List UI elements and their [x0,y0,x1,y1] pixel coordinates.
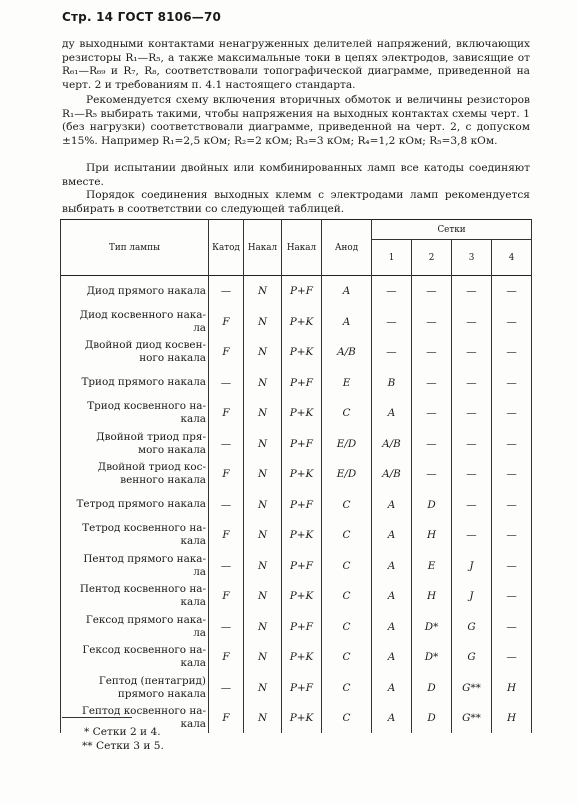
anode-cell: C [322,398,372,428]
table-row [61,428,532,459]
paragraph-recommendation: Рекомендуется схему включения вторичных обмоток и величины резисторов R₁—R₅ выбирать такими, чтобы напряжения на выходных контактах схемы черт. 1 (без нагрузки) соответствовали диаграмме, приведенной на черт. 2, с допуском ±15%. Например R₁=2,5 кОм; R₂=2 кОм; R₃=3 кОм; R₄=1,2 кОм; R₅=3,8 кОм. [62,94,530,147]
grid-3-cell: — [452,398,492,428]
lamp-type-line: мого накала [138,443,206,456]
anode-cell: C [322,642,372,672]
grid-1-cell: — [372,306,412,337]
table-row [61,398,532,428]
heater-2-cell: P+K [282,306,322,337]
table-row [61,337,532,367]
lamp-type-cell [61,367,209,398]
lamp-type-line: кала [180,535,206,547]
cathode-cell: F [209,520,244,550]
grid-3-cell: — [452,459,492,489]
lamp-type-line: кала [180,413,206,425]
anode-cell: C [322,611,372,642]
grid-3-cell: J [452,550,492,581]
grid-4-cell: — [492,276,532,307]
grid-1-cell: A/B [372,428,412,459]
heater-1-cell: N [244,642,282,672]
lamp-type-line: кала [180,657,206,669]
cathode-cell: — [209,489,244,520]
lamp-type-cell [61,581,209,611]
header-anode: Анод [322,220,372,276]
grid-1-cell: A [372,550,412,581]
anode-cell: C [322,672,372,703]
header-cathode: Катод [209,220,244,276]
grid-2-cell: H [412,581,452,611]
lamp-type-cell [61,611,209,642]
grid-2-cell: D [412,489,452,520]
lamp-type-cell [61,672,209,703]
footnote-2: ** Сетки 3 и 5. [82,740,164,752]
lamp-type-cell [61,276,209,307]
lamp-connection-table [60,219,532,733]
grid-3-cell: — [452,276,492,307]
footnote-rule [62,717,132,718]
heater-1-cell: N [244,520,282,550]
anode-cell: A/B [322,337,372,367]
grid-1-cell: A [372,642,412,672]
lamp-type-line: Пентод прямого нака- [83,552,206,565]
lamp-type-line: кала [180,596,206,608]
header-heater-2: Накал [282,220,322,276]
anode-cell: E [322,367,372,398]
table-row [61,276,532,307]
grid-2-cell: — [412,428,452,459]
heater-1-cell: N [244,550,282,581]
grid-1-cell: A [372,520,412,550]
heater-2-cell: P+K [282,459,322,489]
heater-1-cell: N [244,672,282,703]
lamp-type-line: Гептод косвенного на- [82,705,206,717]
grid-1-cell: — [372,276,412,307]
lamp-type-cell [61,459,209,489]
grid-1-cell: A [372,611,412,642]
grid-1-cell: A [372,672,412,703]
anode-cell: C [322,520,372,550]
grid-4-cell: — [492,550,532,581]
cathode-cell: — [209,550,244,581]
lamp-type-line: кала [180,718,206,730]
lamp-type-cell [61,550,209,581]
table-row [61,642,532,672]
lamp-type-line: Диод косвенного нака- [79,308,206,321]
lamp-type-cell [61,428,209,459]
anode-cell: A [322,276,372,307]
lamp-type-cell [61,398,209,428]
table-row [61,520,532,550]
heater-1-cell: N [244,367,282,398]
anode-cell: C [322,581,372,611]
grid-2-cell: — [412,306,452,337]
cathode-cell: F [209,581,244,611]
cathode-cell: — [209,428,244,459]
grid-4-cell: — [492,306,532,337]
lamp-type-line: прямого накала [117,687,206,700]
table-row [61,611,532,642]
table-row [61,550,532,581]
lamp-type-line: Гептод (пентагрид) [98,674,206,687]
heater-1-cell: N [244,337,282,367]
table-row [61,306,532,337]
lamp-type-line: Пентод косвенного на- [79,583,206,595]
table-row [61,672,532,703]
heater-2-cell: P+F [282,672,322,703]
anode-cell: E/D [322,459,372,489]
table-row [61,581,532,611]
table-row [61,459,532,489]
cathode-cell: F [209,306,244,337]
heater-2-cell: P+F [282,367,322,398]
header-grid-3: 3 [452,240,492,276]
grid-4-cell: — [492,459,532,489]
heater-1-cell: N [244,398,282,428]
heater-2-cell: P+F [282,611,322,642]
grid-3-cell: — [452,337,492,367]
grid-1-cell: A [372,581,412,611]
grid-4-cell: — [492,611,532,642]
paragraph-resistors: ду выходными контактами ненагруженных делителей напряжений, включающих резисторы R₁—R₅, а также максимальные токи в цепях электродов, зависящие от R₆₁—R₆₉ и R₇, R₈, соответствовали топографической диаграмме, приведенной на черт. 2 и требованиям п. 4.1 настоящего стандарта. [62,38,530,91]
heater-1-cell: N [244,306,282,337]
grid-3-cell: — [452,306,492,337]
grid-1-cell: A [372,489,412,520]
grid-1-cell: A/B [372,459,412,489]
heater-1-cell: N [244,611,282,642]
grid-3-cell: — [452,520,492,550]
cathode-cell: F [209,459,244,489]
paragraph-cathodes: При испытании двойных или комбинированных ламп все катоды соединяют вместе. [62,162,530,188]
table-row [61,367,532,398]
grid-2-cell: D* [412,611,452,642]
grid-2-cell: D [412,672,452,703]
cathode-cell: — [209,672,244,703]
lamp-type-line: Двойной триод пря- [96,430,206,443]
lamp-type-line: венного накала [120,474,206,486]
lamp-type-line: ла [193,626,206,639]
grid-4-cell: — [492,581,532,611]
grid-2-cell: H [412,520,452,550]
grid-3-cell: J [452,581,492,611]
grid-4-cell: H [492,672,532,703]
cathode-cell: — [209,367,244,398]
heater-1-cell: N [244,489,282,520]
heater-2-cell: P+K [282,581,322,611]
anode-cell: A [322,306,372,337]
grid-2-cell: — [412,367,452,398]
heater-1-cell: N [244,581,282,611]
paragraph-table-intro: Порядок соединения выходных клемм с электродами ламп рекомендуется выбирать в соответствии со следующей таблицей. [62,189,530,215]
lamp-type-line: Триод косвенного на- [87,400,206,412]
grid-2-cell: D [412,703,452,733]
header-grid-1: 1 [372,240,412,276]
grid-4-cell: — [492,520,532,550]
lamp-type-line: ла [193,321,206,334]
heater-2-cell: P+K [282,703,322,733]
cathode-cell: F [209,642,244,672]
grid-2-cell: — [412,337,452,367]
grid-3-cell: G** [452,703,492,733]
header-grid-2: 2 [412,240,452,276]
lamp-type-line: Двойной диод косвен- [84,339,206,351]
heater-1-cell: N [244,703,282,733]
grid-2-cell: — [412,398,452,428]
cathode-cell: F [209,337,244,367]
header-grid-4: 4 [492,240,532,276]
grid-3-cell: — [452,489,492,520]
footnote-1: * Сетки 2 и 4. [84,726,161,738]
cathode-cell: — [209,276,244,307]
grid-4-cell: — [492,367,532,398]
grid-2-cell: D* [412,642,452,672]
grid-3-cell: — [452,428,492,459]
lamp-type-cell [61,489,209,520]
anode-cell: C [322,550,372,581]
heater-1-cell: N [244,428,282,459]
grid-4-cell: — [492,337,532,367]
lamp-type-line: Гексод косвенного на- [82,644,206,656]
header-heater-1: Накал [244,220,282,276]
grid-4-cell: — [492,428,532,459]
anode-cell: C [322,489,372,520]
heater-2-cell: P+K [282,520,322,550]
lamp-type-cell [61,337,209,367]
lamp-type-line: Диод прямого накала [86,284,206,297]
lamp-type-cell [61,520,209,550]
anode-cell: C [322,703,372,733]
grid-1-cell: B [372,367,412,398]
lamp-type-line: ного накала [139,352,206,364]
grid-1-cell: — [372,337,412,367]
lamp-type-line: Тетрод прямого накала [76,498,206,510]
lamp-type-line: Двойной триод кос- [97,461,206,473]
grid-2-cell: E [412,550,452,581]
lamp-type-line: Триод прямого накала [81,376,206,388]
header-grids: Сетки [372,220,532,240]
heater-2-cell: P+K [282,398,322,428]
grid-3-cell: G [452,611,492,642]
lamp-type-line: Тетрод косвенного на- [82,522,206,534]
heater-1-cell: N [244,459,282,489]
grid-4-cell: H [492,703,532,733]
grid-3-cell: G** [452,672,492,703]
lamp-type-line: Гексод прямого нака- [85,613,206,626]
grid-4-cell: — [492,398,532,428]
heater-2-cell: P+F [282,276,322,307]
heater-2-cell: P+K [282,642,322,672]
cathode-cell: F [209,703,244,733]
grid-3-cell: — [452,367,492,398]
heater-2-cell: P+K [282,337,322,367]
grid-4-cell: — [492,489,532,520]
heater-2-cell: P+F [282,428,322,459]
grid-4-cell: — [492,642,532,672]
grid-1-cell: A [372,398,412,428]
lamp-type-cell [61,306,209,337]
heater-1-cell: N [244,276,282,307]
lamp-type-line: ла [193,565,206,578]
grid-1-cell: A [372,703,412,733]
table-row [61,489,532,520]
grid-2-cell: — [412,276,452,307]
grid-2-cell: — [412,459,452,489]
cathode-cell: — [209,611,244,642]
lamp-type-cell [61,642,209,672]
cathode-cell: F [209,398,244,428]
grid-3-cell: G [452,642,492,672]
heater-2-cell: P+F [282,489,322,520]
heater-2-cell: P+F [282,550,322,581]
header-lamp-type: Тип лампы [61,220,209,276]
anode-cell: E/D [322,428,372,459]
page-header: Стр. 14 ГОСТ 8106—70 [62,10,222,24]
